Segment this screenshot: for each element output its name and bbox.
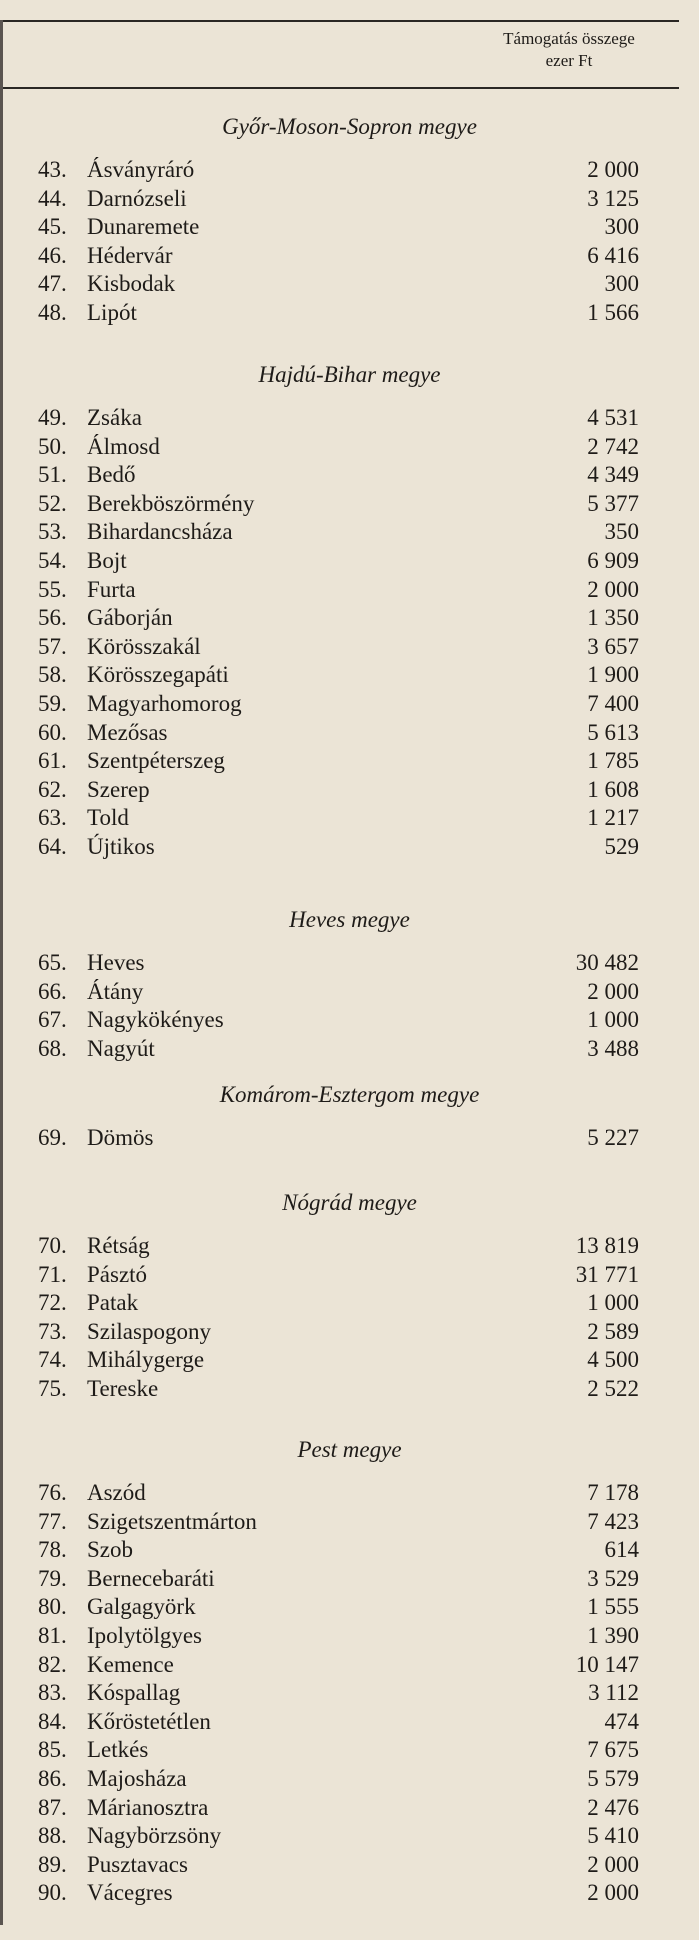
settlement-name: Bedő xyxy=(87,462,136,488)
county-heading: Heves megye xyxy=(289,907,410,932)
settlement-name: Szob xyxy=(87,1537,133,1563)
table-row xyxy=(0,1289,699,1318)
row-number: 47. xyxy=(38,271,67,297)
settlement-name: Kóspallag xyxy=(87,1680,181,1706)
settlement-name: Átány xyxy=(87,978,144,1004)
table-row xyxy=(0,1622,699,1651)
table-row xyxy=(0,1261,699,1290)
settlement-name: Told xyxy=(87,805,129,831)
support-amount: 1 566 xyxy=(587,299,639,325)
settlement-name: Kőröstetétlen xyxy=(87,1708,211,1734)
column-header xyxy=(469,28,669,72)
support-amount: 3 488 xyxy=(587,1035,639,1061)
county-heading: Hajdú-Bihar megye xyxy=(258,362,441,387)
table-row xyxy=(0,1708,699,1737)
settlement-name: Bojt xyxy=(87,547,127,573)
table-row xyxy=(0,1736,699,1765)
table-row xyxy=(0,213,699,242)
settlement-name: Galgagyörk xyxy=(87,1594,196,1620)
settlement-name: Mihálygerge xyxy=(87,1347,205,1373)
settlement-name: Kisbodak xyxy=(87,271,176,297)
support-amount: 7 675 xyxy=(587,1737,639,1763)
county-heading: Nógrád megye xyxy=(282,1190,417,1215)
row-number: 78. xyxy=(38,1537,67,1563)
support-amount: 4 531 xyxy=(587,405,639,430)
table-row xyxy=(0,1318,699,1347)
table-row xyxy=(0,1565,699,1594)
table-row xyxy=(0,833,699,862)
support-amount: 614 xyxy=(604,1537,639,1563)
support-amount: 300 xyxy=(604,214,639,240)
support-amount: 300 xyxy=(604,271,639,297)
settlement-name: Dömös xyxy=(87,1125,154,1150)
table-row xyxy=(0,747,699,776)
table-row xyxy=(0,633,699,662)
row-number: 82. xyxy=(38,1651,67,1677)
settlement-name: Márianosztra xyxy=(87,1794,209,1820)
settlement-name: Szerep xyxy=(87,776,150,802)
support-amount: 5 410 xyxy=(587,1823,639,1849)
row-number: 70. xyxy=(38,1233,67,1258)
row-number: 65. xyxy=(38,950,67,975)
table-row xyxy=(0,690,699,719)
county-heading: Győr-Moson-Sopron megye xyxy=(222,114,477,139)
settlement-name: Patak xyxy=(87,1290,139,1316)
support-amount: 3 529 xyxy=(587,1565,639,1591)
table-row xyxy=(0,1765,699,1794)
table-row xyxy=(0,1822,699,1851)
row-number: 76. xyxy=(38,1480,67,1505)
support-amount: 5 613 xyxy=(587,719,639,745)
settlement-name: Rétság xyxy=(87,1233,150,1258)
settlement-name: Nagykökényes xyxy=(87,1007,224,1033)
row-number: 73. xyxy=(38,1318,67,1344)
support-amount: 2 000 xyxy=(587,1851,639,1877)
county-section xyxy=(0,112,699,328)
table-row xyxy=(0,1794,699,1823)
settlement-name: Berekböszörmény xyxy=(87,490,255,516)
table-row xyxy=(0,299,699,328)
support-amount: 2 000 xyxy=(587,1880,639,1906)
support-amount: 529 xyxy=(604,833,639,859)
row-number: 54. xyxy=(38,547,67,573)
settlement-name: Szilaspogony xyxy=(87,1318,211,1344)
table-row xyxy=(0,490,699,519)
support-amount: 1 608 xyxy=(587,776,639,802)
row-number: 87. xyxy=(38,1794,67,1820)
row-number: 51. xyxy=(38,462,67,488)
settlement-name: Gáborján xyxy=(87,605,173,631)
table-row xyxy=(0,1375,699,1404)
row-number: 88. xyxy=(38,1823,67,1849)
row-number: 86. xyxy=(38,1765,67,1791)
support-amount: 2 476 xyxy=(587,1794,639,1820)
row-number: 80. xyxy=(38,1594,67,1620)
table-row xyxy=(0,404,699,433)
settlement-name: Újtikos xyxy=(87,833,155,859)
row-number: 64. xyxy=(38,833,67,859)
table-row xyxy=(0,433,699,462)
settlement-name: Pusztavacs xyxy=(87,1851,188,1877)
support-amount: 3 657 xyxy=(587,633,639,659)
settlement-name: Darnózseli xyxy=(87,185,187,211)
header-top-rule xyxy=(0,20,679,22)
table-row xyxy=(0,1536,699,1565)
support-amount: 2 000 xyxy=(587,978,639,1004)
settlement-name: Vácegres xyxy=(87,1880,173,1906)
table-row xyxy=(0,776,699,805)
settlement-name: Mezősas xyxy=(87,719,168,745)
row-number: 67. xyxy=(38,1007,67,1033)
table-row xyxy=(0,719,699,748)
support-amount: 7 423 xyxy=(587,1508,639,1534)
settlement-name: Szigetszentmárton xyxy=(87,1508,257,1534)
settlement-name: Majosháza xyxy=(87,1765,187,1791)
support-amount: 3 125 xyxy=(587,185,639,211)
row-number: 62. xyxy=(38,776,67,802)
row-number: 89. xyxy=(38,1851,67,1877)
row-number: 46. xyxy=(38,242,67,268)
support-amount: 4 349 xyxy=(587,462,639,488)
support-amount: 2 522 xyxy=(587,1375,639,1401)
row-number: 61. xyxy=(38,748,67,774)
table-row xyxy=(0,1851,699,1880)
table-row xyxy=(0,1006,699,1035)
support-amount: 3 112 xyxy=(588,1680,639,1706)
table-row xyxy=(0,1124,699,1153)
support-amount: 6 416 xyxy=(587,242,639,268)
settlement-name: Letkés xyxy=(87,1737,149,1763)
support-amount: 2 742 xyxy=(587,433,639,459)
settlement-name: Nagybörzsöny xyxy=(87,1823,222,1849)
county-section xyxy=(0,905,699,1063)
table-row xyxy=(0,242,699,271)
row-number: 66. xyxy=(38,978,67,1004)
support-amount: 6 909 xyxy=(587,547,639,573)
settlement-name: Dunaremete xyxy=(87,214,200,240)
row-number: 63. xyxy=(38,805,67,831)
table-row xyxy=(0,1346,699,1375)
row-number: 56. xyxy=(38,605,67,631)
support-amount: 10 147 xyxy=(575,1651,639,1677)
support-amount: 2 000 xyxy=(587,157,639,182)
row-number: 57. xyxy=(38,633,67,659)
support-amount: 13 819 xyxy=(575,1233,639,1258)
column-title: Támogatás összege xyxy=(503,29,635,48)
table-row xyxy=(0,1651,699,1680)
support-amount: 1 000 xyxy=(587,1007,639,1033)
settlement-name: Aszód xyxy=(87,1480,146,1505)
settlement-name: Pásztó xyxy=(87,1261,148,1287)
support-amount: 5 579 xyxy=(587,1765,639,1791)
support-amount: 1 217 xyxy=(587,805,639,831)
table-row xyxy=(0,576,699,605)
settlement-name: Körösszakál xyxy=(87,633,201,659)
settlement-name: Lipót xyxy=(87,299,137,325)
settlement-name: Tereske xyxy=(87,1375,159,1401)
row-number: 49. xyxy=(38,405,67,430)
settlement-name: Zsáka xyxy=(87,405,142,430)
county-section xyxy=(0,360,699,862)
row-number: 53. xyxy=(38,519,67,545)
row-number: 58. xyxy=(38,662,67,688)
table-row xyxy=(0,1035,699,1064)
support-amount: 5 227 xyxy=(587,1125,639,1150)
row-number: 85. xyxy=(38,1737,67,1763)
settlement-name: Ásványráró xyxy=(87,157,195,182)
row-number: 50. xyxy=(38,433,67,459)
settlement-name: Bernecebaráti xyxy=(87,1565,215,1591)
row-number: 43. xyxy=(38,157,67,182)
table-row xyxy=(0,1879,699,1908)
support-amount: 1 390 xyxy=(587,1622,639,1648)
county-section xyxy=(0,1080,699,1153)
row-number: 79. xyxy=(38,1565,67,1591)
county-section xyxy=(0,1435,699,1908)
row-number: 69. xyxy=(38,1125,67,1150)
settlement-name: Álmosd xyxy=(87,433,160,459)
support-amount: 1 350 xyxy=(587,605,639,631)
row-number: 71. xyxy=(38,1261,67,1287)
table-row xyxy=(0,949,699,978)
table-row xyxy=(0,461,699,490)
table-row xyxy=(0,804,699,833)
settlement-name: Kemence xyxy=(87,1651,174,1677)
row-number: 72. xyxy=(38,1290,67,1316)
row-number: 68. xyxy=(38,1035,67,1061)
table-row xyxy=(0,270,699,299)
settlement-name: Magyarhomorog xyxy=(87,690,242,716)
support-amount: 30 482 xyxy=(575,950,639,975)
table-row xyxy=(0,185,699,214)
support-amount: 31 771 xyxy=(575,1261,639,1287)
table-row xyxy=(0,1479,699,1508)
row-number: 74. xyxy=(38,1347,67,1373)
support-amount: 5 377 xyxy=(587,490,639,516)
table-row xyxy=(0,156,699,185)
row-number: 90. xyxy=(38,1880,67,1906)
table-row xyxy=(0,1232,699,1261)
row-number: 55. xyxy=(38,576,67,602)
row-number: 45. xyxy=(38,214,67,240)
row-number: 59. xyxy=(38,690,67,716)
county-heading: Komárom-Esztergom megye xyxy=(219,1082,480,1107)
support-amount: 2 589 xyxy=(587,1318,639,1344)
settlement-name: Körösszegapáti xyxy=(87,662,229,688)
row-number: 84. xyxy=(38,1708,67,1734)
table-row xyxy=(0,978,699,1007)
settlement-name: Hédervár xyxy=(87,242,173,268)
table-row xyxy=(0,1508,699,1537)
row-number: 77. xyxy=(38,1508,67,1534)
header-bottom-rule xyxy=(0,87,679,89)
support-amount: 7 178 xyxy=(587,1480,639,1505)
table-row xyxy=(0,547,699,576)
table-row xyxy=(0,518,699,547)
support-amount: 474 xyxy=(604,1708,639,1734)
support-amount: 2 000 xyxy=(587,576,639,602)
table-row xyxy=(0,1679,699,1708)
settlement-name: Heves xyxy=(87,950,145,975)
table-row xyxy=(0,661,699,690)
row-number: 60. xyxy=(38,719,67,745)
row-number: 44. xyxy=(38,185,67,211)
settlement-name: Ipolytölgyes xyxy=(87,1622,202,1648)
support-amount: 1 555 xyxy=(587,1594,639,1620)
settlement-name: Bihardancsháza xyxy=(87,519,233,545)
support-amount: 1 785 xyxy=(587,748,639,774)
settlement-name: Nagyút xyxy=(87,1035,155,1061)
row-number: 81. xyxy=(38,1622,67,1648)
row-number: 52. xyxy=(38,490,67,516)
support-amount: 1 000 xyxy=(587,1290,639,1316)
settlement-name: Szentpéterszeg xyxy=(87,748,225,774)
county-heading: Pest megye xyxy=(297,1437,402,1462)
row-number: 75. xyxy=(38,1375,67,1401)
support-amount: 1 900 xyxy=(587,662,639,688)
row-number: 83. xyxy=(38,1680,67,1706)
support-amount: 350 xyxy=(604,519,639,545)
table-row xyxy=(0,1593,699,1622)
support-amount: 4 500 xyxy=(587,1347,639,1373)
row-number: 48. xyxy=(38,299,67,325)
column-unit: ezer Ft xyxy=(545,51,593,70)
table-row xyxy=(0,604,699,633)
county-section xyxy=(0,1188,699,1404)
support-amount: 7 400 xyxy=(587,690,639,716)
settlement-name: Furta xyxy=(87,576,136,602)
